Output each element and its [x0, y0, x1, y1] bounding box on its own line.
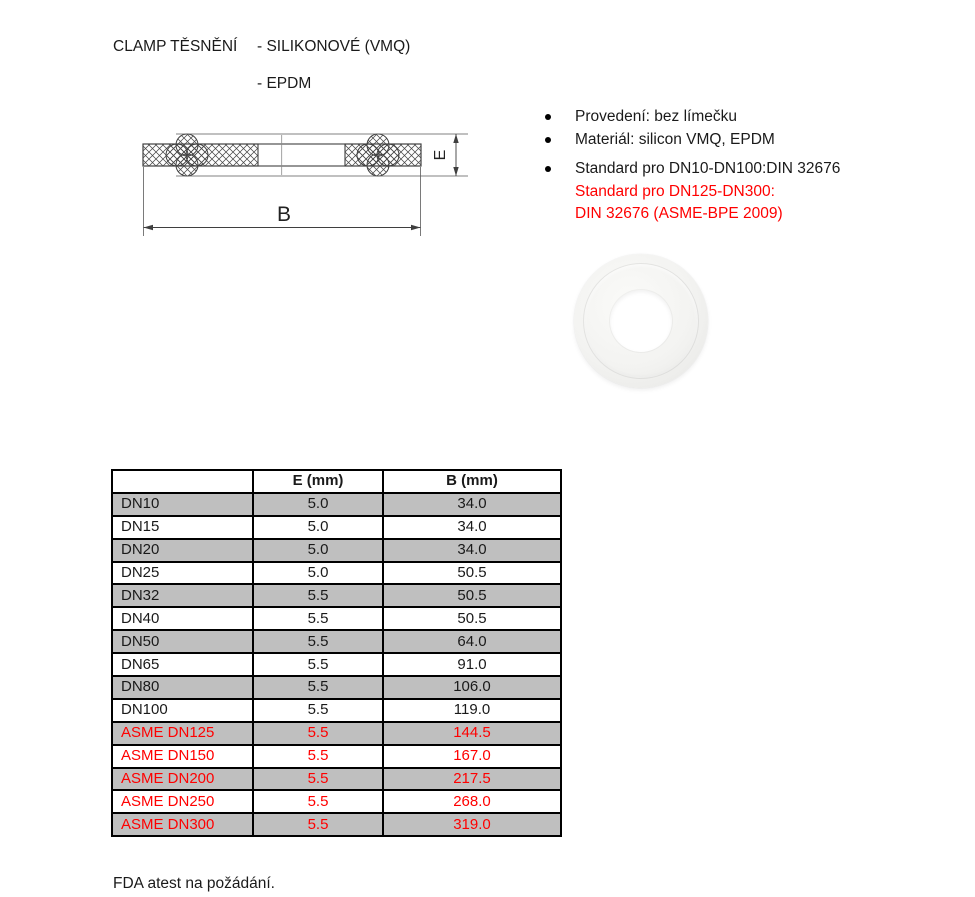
- cell-name: ASME DN300: [112, 813, 253, 836]
- spec-standard-asme-line2: DIN 32676 (ASME-BPE 2009): [575, 205, 783, 222]
- gasket-photo-hole: [610, 290, 672, 352]
- cell-name: DN20: [112, 539, 253, 562]
- cell-name: DN32: [112, 584, 253, 607]
- cell-e: 5.0: [253, 562, 383, 585]
- cell-e: 5.5: [253, 584, 383, 607]
- table-row: [112, 584, 561, 607]
- spec-text: Materiál: silicon VMQ, EPDM: [575, 130, 775, 148]
- table-row: [112, 813, 561, 836]
- cell-e: 5.5: [253, 676, 383, 699]
- cell-b: 319.0: [383, 813, 561, 836]
- spec-list: [543, 106, 963, 226]
- gasket-cross-section-drawing: [100, 110, 500, 250]
- cell-e: 5.0: [253, 539, 383, 562]
- cell-name: ASME DN200: [112, 768, 253, 791]
- cell-name: DN65: [112, 653, 253, 676]
- table-row: [112, 516, 561, 539]
- cell-b: 50.5: [383, 607, 561, 630]
- spec-item-material: [543, 129, 963, 152]
- cell-name: DN10: [112, 493, 253, 516]
- table-body: [112, 493, 561, 836]
- dimension-b-label: B: [276, 203, 292, 226]
- cell-e: 5.5: [253, 768, 383, 791]
- bullet-icon: [545, 114, 551, 120]
- cell-b: 167.0: [383, 745, 561, 768]
- cell-e: 5.5: [253, 699, 383, 722]
- cell-b: 64.0: [383, 630, 561, 653]
- cell-name: DN15: [112, 516, 253, 539]
- header-dn: [112, 470, 253, 493]
- cell-name: DN40: [112, 607, 253, 630]
- table-row: [112, 607, 561, 630]
- table-row: [112, 653, 561, 676]
- cell-e: 5.5: [253, 653, 383, 676]
- spec-item-standard: [543, 158, 963, 181]
- table-row: [112, 676, 561, 699]
- cell-e: 5.5: [253, 790, 383, 813]
- bullet-icon: [545, 166, 551, 172]
- cell-e: 5.5: [253, 813, 383, 836]
- spec-text: Standard pro DN10-DN100:DIN 32676: [575, 160, 841, 177]
- cell-b: 268.0: [383, 790, 561, 813]
- footer-note: FDA atest na požádání.: [113, 875, 275, 892]
- cell-b: 119.0: [383, 699, 561, 722]
- cell-e: 5.5: [253, 745, 383, 768]
- cell-b: 106.0: [383, 676, 561, 699]
- header-e: E (mm): [253, 470, 383, 493]
- bullet-icon: [545, 137, 551, 143]
- spec-standard-asme-line1: Standard pro DN125-DN300:: [575, 182, 775, 200]
- table-row: [112, 630, 561, 653]
- cell-b: 34.0: [383, 539, 561, 562]
- bead-right: [357, 134, 399, 176]
- cell-b: 217.5: [383, 768, 561, 791]
- cell-name: DN100: [112, 699, 253, 722]
- table-row: [112, 722, 561, 745]
- cell-e: 5.5: [253, 630, 383, 653]
- spec-text: Provedení: bez límečku: [575, 108, 737, 125]
- cell-e: 5.5: [253, 607, 383, 630]
- table-row: [112, 745, 561, 768]
- cell-name: DN25: [112, 562, 253, 585]
- gasket-photo: [574, 254, 708, 388]
- table-row: [112, 699, 561, 722]
- table-header-row: [112, 470, 561, 493]
- title-variant-epdm: - EPDM: [257, 75, 312, 92]
- cell-b: 50.5: [383, 562, 561, 585]
- cell-e: 5.0: [253, 516, 383, 539]
- page-title: CLAMP TĚSNĚNÍ: [113, 38, 238, 55]
- header-b: B (mm): [383, 470, 561, 493]
- cell-name: ASME DN125: [112, 722, 253, 745]
- cell-name: ASME DN250: [112, 790, 253, 813]
- dimension-e: [432, 134, 458, 176]
- cell-name: DN50: [112, 630, 253, 653]
- table-row: [112, 493, 561, 516]
- size-table: [111, 469, 562, 837]
- dimension-e-label: E: [432, 149, 450, 161]
- cell-b: 144.5: [383, 722, 561, 745]
- cell-b: 50.5: [383, 584, 561, 607]
- cell-b: 91.0: [383, 653, 561, 676]
- table-row: [112, 539, 561, 562]
- cell-name: DN80: [112, 676, 253, 699]
- cell-b: 34.0: [383, 493, 561, 516]
- cell-e: 5.5: [253, 722, 383, 745]
- spec-item-provedeni: [543, 106, 963, 129]
- bead-left: [166, 134, 208, 176]
- dimension-b: [144, 203, 421, 230]
- table-row: [112, 790, 561, 813]
- cell-name: ASME DN150: [112, 745, 253, 768]
- table-row: [112, 768, 561, 791]
- title-variant-silicone: - SILIKONOVÉ (VMQ): [257, 38, 411, 55]
- table-row: [112, 562, 561, 585]
- cell-e: 5.0: [253, 493, 383, 516]
- cell-b: 34.0: [383, 516, 561, 539]
